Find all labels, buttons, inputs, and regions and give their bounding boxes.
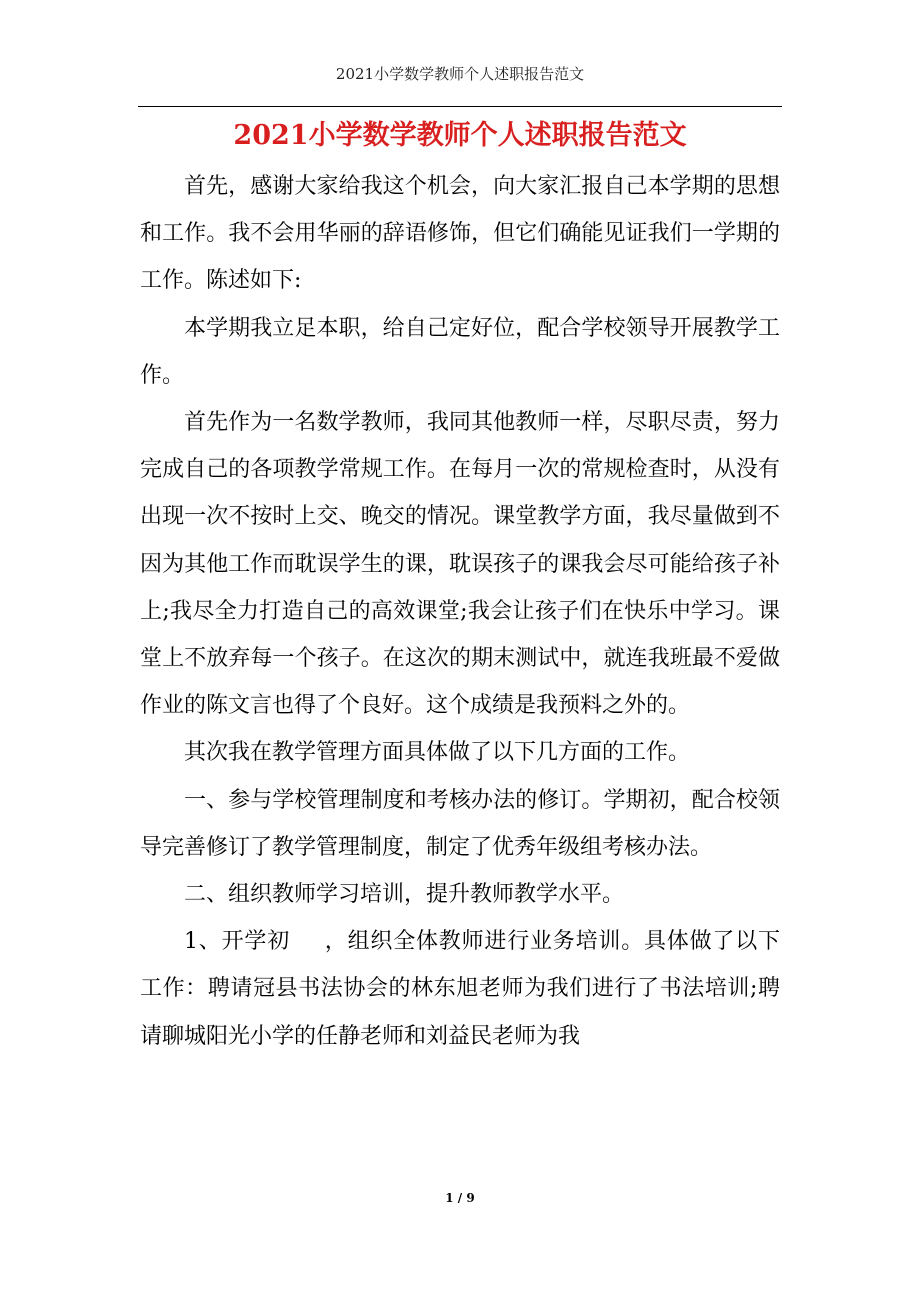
page-number: 1 / 9	[445, 1191, 475, 1205]
paragraph-7-lead: 1、开学初	[184, 929, 290, 955]
running-header: 2021小学数学教师个人述职报告范文	[335, 65, 585, 83]
paragraph-7	[140, 918, 780, 1060]
paragraph-3: 首先作为一名数学教师，我同其他教师一样，尽职尽责，努力完成自己的各项教学常规工作。在每月一次的常规检查时，从没有出现一次不按时上交、晚交的情况。课堂教学方面，我尽量做到不因为其他工作而耽误学生的课，耽误孩子的课我会尽可能给孩子补上;我尽全力打造自己的高效课堂;我会让孩子们在快乐中学习。课堂上不放弃每一个孩子。在这次的期末测试中，就连我班最不爱做作业的陈文言也得了个良好。这个成绩是我预料之外的。	[140, 410, 780, 719]
header-divider	[138, 106, 782, 107]
document-title: 2021小学数学教师个人述职报告范文	[233, 120, 687, 151]
document-body	[140, 163, 780, 1060]
paragraph-5: 一、参与学校管理制度和考核办法的修订。学期初，配合校领导完善修订了教学管理制度，制定了优秀年级组考核办法。	[140, 787, 780, 860]
paragraph-7-rest: ，组织全体教师进行业务培训。具体做了以下工作：聘请冠县书法协会的林东旭老师为我们进行了书法培训;聘请聊城阳光小学的任静老师和刘益民老师为我	[140, 929, 780, 1049]
paragraph-1: 首先，感谢大家给我这个机会，向大家汇报自己本学期的思想和工作。我不会用华丽的辞语修饰，但它们确能见证我们一学期的工作。陈述如下:	[140, 174, 780, 294]
paragraph-6: 二、组织教师学习培训，提升教师教学水平。	[184, 882, 625, 908]
paragraph-4: 其次我在教学管理方面具体做了以下几方面的工作。	[184, 740, 691, 766]
paragraph-2: 本学期我立足本职，给自己定好位，配合学校领导开展教学工作。	[140, 315, 780, 388]
